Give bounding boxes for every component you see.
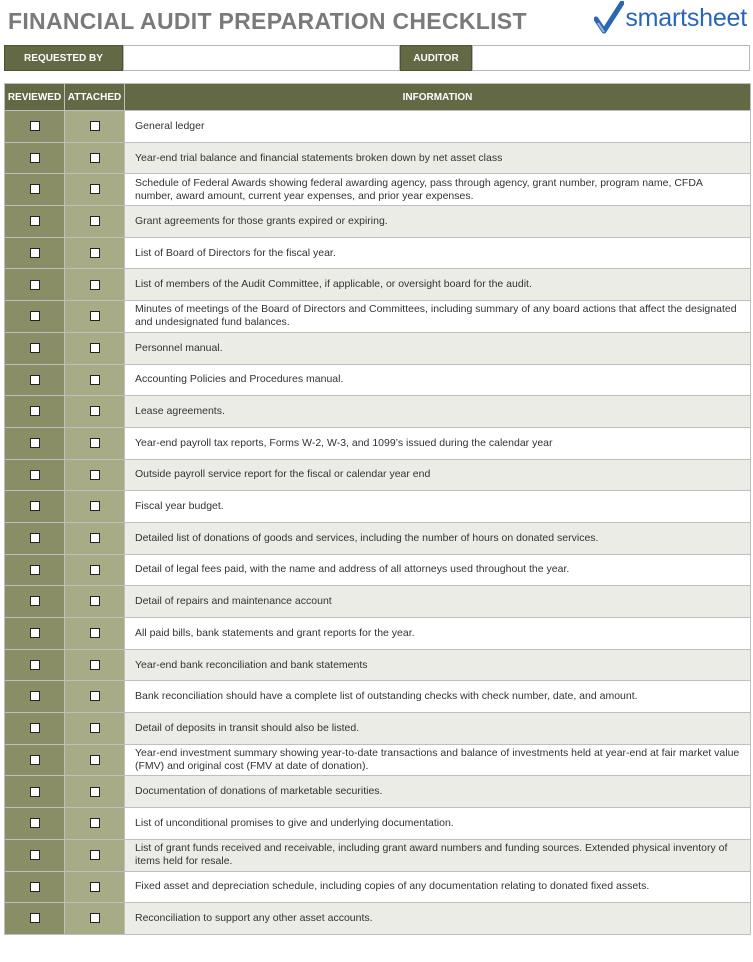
attached-checkbox[interactable] — [90, 628, 100, 638]
table-row — [5, 491, 751, 523]
attached-checkbox[interactable] — [90, 882, 100, 892]
attached-cell — [65, 586, 125, 618]
reviewed-cell — [5, 396, 65, 428]
table-row — [5, 808, 751, 840]
table-row — [5, 206, 751, 238]
reviewed-cell — [5, 776, 65, 808]
reviewed-cell — [5, 681, 65, 713]
information-cell: Year-end payroll tax reports, Forms W-2, W-3, and 1099’s issued during the calendar year — [125, 427, 751, 459]
reviewed-cell — [5, 649, 65, 681]
smartsheet-logo — [594, 1, 747, 35]
reviewed-checkbox[interactable] — [30, 343, 40, 353]
information-cell: Personnel manual. — [125, 332, 751, 364]
attached-checkbox[interactable] — [90, 691, 100, 701]
information-cell: Lease agreements. — [125, 396, 751, 428]
requested-by-label: REQUESTED BY — [4, 45, 123, 71]
table-header-row — [5, 84, 751, 111]
attached-checkbox[interactable] — [90, 375, 100, 385]
reviewed-cell — [5, 713, 65, 745]
information-cell: Accounting Policies and Procedures manual. — [125, 364, 751, 396]
table-row — [5, 744, 751, 776]
information-cell: Documentation of donations of marketable securities. — [125, 776, 751, 808]
reviewed-cell — [5, 491, 65, 523]
information-cell: Outside payroll service report for the fiscal or calendar year end — [125, 459, 751, 491]
attached-checkbox[interactable] — [90, 818, 100, 828]
attached-cell — [65, 459, 125, 491]
reviewed-cell — [5, 618, 65, 650]
reviewed-cell — [5, 744, 65, 776]
reviewed-checkbox[interactable] — [30, 850, 40, 860]
information-cell: Detailed list of donations of goods and services, including the number of hours on donated services. — [125, 522, 751, 554]
information-cell: General ledger — [125, 111, 751, 143]
checklist-table — [4, 83, 751, 935]
table-row — [5, 269, 751, 301]
information-cell: Year-end investment summary showing year-to-date transactions and balance of investments held at year-end at fair market value (FMV) and original cost (FMV at date of donation). — [125, 744, 751, 776]
table-row — [5, 174, 751, 206]
reviewed-checkbox[interactable] — [30, 438, 40, 448]
information-cell: List of unconditional promises to give and underlying documentation. — [125, 808, 751, 840]
reviewed-cell — [5, 839, 65, 871]
attached-checkbox[interactable] — [90, 913, 100, 923]
attached-checkbox[interactable] — [90, 787, 100, 797]
information-cell: List of grant funds received and receivable, including grant award numbers and funding sources. Extended physical inventory of items held for resale. — [125, 839, 751, 871]
attached-checkbox[interactable] — [90, 311, 100, 321]
reviewed-checkbox[interactable] — [30, 153, 40, 163]
attached-cell — [65, 427, 125, 459]
table-row — [5, 839, 751, 871]
reviewed-checkbox[interactable] — [30, 723, 40, 733]
attached-cell — [65, 111, 125, 143]
attached-column-header: ATTACHED — [65, 84, 125, 111]
table-row — [5, 459, 751, 491]
attached-cell — [65, 839, 125, 871]
information-cell: Year-end bank reconciliation and bank statements — [125, 649, 751, 681]
auditor-field[interactable] — [472, 45, 750, 71]
reviewed-cell — [5, 522, 65, 554]
table-row — [5, 903, 751, 935]
table-row — [5, 681, 751, 713]
attached-checkbox[interactable] — [90, 184, 100, 194]
attached-cell — [65, 776, 125, 808]
attached-cell — [65, 871, 125, 903]
information-cell: Minutes of meetings of the Board of Directors and Committees, including summary of any board actions that affect the designated and undesignated fund balances. — [125, 301, 751, 333]
attached-checkbox[interactable] — [90, 248, 100, 258]
auditor-label: AUDITOR — [400, 45, 472, 71]
reviewed-cell — [5, 427, 65, 459]
reviewed-checkbox[interactable] — [30, 882, 40, 892]
reviewed-cell — [5, 332, 65, 364]
attached-cell — [65, 744, 125, 776]
attached-checkbox[interactable] — [90, 723, 100, 733]
attached-cell — [65, 903, 125, 935]
attached-cell — [65, 554, 125, 586]
attached-checkbox[interactable] — [90, 565, 100, 575]
reviewed-checkbox[interactable] — [30, 691, 40, 701]
reviewed-cell — [5, 174, 65, 206]
attached-checkbox[interactable] — [90, 850, 100, 860]
information-cell: Detail of deposits in transit should also be listed. — [125, 713, 751, 745]
meta-fields-row — [4, 45, 750, 71]
page-title: FINANCIAL AUDIT PREPARATION CHECKLIST — [8, 8, 527, 34]
table-row — [5, 396, 751, 428]
reviewed-cell — [5, 237, 65, 269]
reviewed-checkbox[interactable] — [30, 660, 40, 670]
table-row — [5, 111, 751, 143]
reviewed-cell — [5, 111, 65, 143]
reviewed-checkbox[interactable] — [30, 755, 40, 765]
reviewed-checkbox[interactable] — [30, 913, 40, 923]
information-cell: Year-end trial balance and financial statements broken down by net asset class — [125, 142, 751, 174]
reviewed-checkbox[interactable] — [30, 533, 40, 543]
reviewed-cell — [5, 808, 65, 840]
information-cell: List of Board of Directors for the fiscal year. — [125, 237, 751, 269]
information-cell: Detail of legal fees paid, with the name and address of all attorneys used throughout the year. — [125, 554, 751, 586]
attached-cell — [65, 269, 125, 301]
reviewed-checkbox[interactable] — [30, 375, 40, 385]
attached-checkbox[interactable] — [90, 501, 100, 511]
reviewed-cell — [5, 364, 65, 396]
reviewed-checkbox[interactable] — [30, 280, 40, 290]
attached-checkbox[interactable] — [90, 216, 100, 226]
attached-cell — [65, 618, 125, 650]
reviewed-cell — [5, 554, 65, 586]
attached-cell — [65, 142, 125, 174]
table-row — [5, 364, 751, 396]
table-row — [5, 618, 751, 650]
attached-checkbox[interactable] — [90, 406, 100, 416]
requested-by-field[interactable] — [123, 45, 400, 71]
information-cell: Detail of repairs and maintenance account — [125, 586, 751, 618]
table-row — [5, 776, 751, 808]
reviewed-cell — [5, 206, 65, 238]
attached-checkbox[interactable] — [90, 153, 100, 163]
attached-cell — [65, 237, 125, 269]
reviewed-checkbox[interactable] — [30, 596, 40, 606]
table-row — [5, 237, 751, 269]
table-row — [5, 713, 751, 745]
logo-text: smartsheet — [625, 3, 747, 32]
reviewed-column-header: REVIEWED — [5, 84, 65, 111]
information-column-header: INFORMATION — [125, 84, 751, 111]
reviewed-checkbox[interactable] — [30, 406, 40, 416]
reviewed-cell — [5, 269, 65, 301]
attached-checkbox[interactable] — [90, 660, 100, 670]
table-row — [5, 649, 751, 681]
table-row — [5, 332, 751, 364]
reviewed-checkbox[interactable] — [30, 565, 40, 575]
reviewed-checkbox[interactable] — [30, 787, 40, 797]
table-row — [5, 871, 751, 903]
information-cell: All paid bills, bank statements and grant reports for the year. — [125, 618, 751, 650]
reviewed-cell — [5, 459, 65, 491]
table-row — [5, 142, 751, 174]
information-cell: Grant agreements for those grants expired or expiring. — [125, 206, 751, 238]
reviewed-checkbox[interactable] — [30, 121, 40, 131]
reviewed-checkbox[interactable] — [30, 311, 40, 321]
information-cell: Fiscal year budget. — [125, 491, 751, 523]
reviewed-checkbox[interactable] — [30, 248, 40, 258]
reviewed-cell — [5, 142, 65, 174]
attached-checkbox[interactable] — [90, 596, 100, 606]
checkmark-logo-icon — [594, 1, 624, 35]
information-cell: Bank reconciliation should have a complete list of outstanding checks with check number, date, and amount. — [125, 681, 751, 713]
reviewed-cell — [5, 586, 65, 618]
reviewed-checkbox[interactable] — [30, 184, 40, 194]
attached-checkbox[interactable] — [90, 470, 100, 480]
attached-cell — [65, 522, 125, 554]
table-row — [5, 586, 751, 618]
reviewed-checkbox[interactable] — [30, 818, 40, 828]
reviewed-cell — [5, 903, 65, 935]
attached-checkbox[interactable] — [90, 438, 100, 448]
reviewed-checkbox[interactable] — [30, 628, 40, 638]
attached-cell — [65, 206, 125, 238]
attached-cell — [65, 396, 125, 428]
reviewed-checkbox[interactable] — [30, 470, 40, 480]
reviewed-checkbox[interactable] — [30, 216, 40, 226]
attached-cell — [65, 713, 125, 745]
attached-cell — [65, 301, 125, 333]
reviewed-checkbox[interactable] — [30, 501, 40, 511]
attached-cell — [65, 364, 125, 396]
reviewed-cell — [5, 301, 65, 333]
attached-cell — [65, 681, 125, 713]
information-cell: Schedule of Federal Awards showing federal awarding agency, pass through agency, grant number, program name, CFDA number, award amount, current year expenses, and prior year expenses. — [125, 174, 751, 206]
table-row — [5, 522, 751, 554]
attached-cell — [65, 332, 125, 364]
attached-cell — [65, 808, 125, 840]
table-row — [5, 301, 751, 333]
attached-cell — [65, 174, 125, 206]
attached-checkbox[interactable] — [90, 755, 100, 765]
attached-checkbox[interactable] — [90, 533, 100, 543]
reviewed-cell — [5, 871, 65, 903]
attached-cell — [65, 649, 125, 681]
information-cell: Reconciliation to support any other asset accounts. — [125, 903, 751, 935]
table-row — [5, 554, 751, 586]
information-cell: Fixed asset and depreciation schedule, including copies of any documentation relating to donated fixed assets. — [125, 871, 751, 903]
attached-checkbox[interactable] — [90, 121, 100, 131]
attached-cell — [65, 491, 125, 523]
table-row — [5, 427, 751, 459]
attached-checkbox[interactable] — [90, 280, 100, 290]
information-cell: List of members of the Audit Committee, if applicable, or oversight board for the audit. — [125, 269, 751, 301]
attached-checkbox[interactable] — [90, 343, 100, 353]
